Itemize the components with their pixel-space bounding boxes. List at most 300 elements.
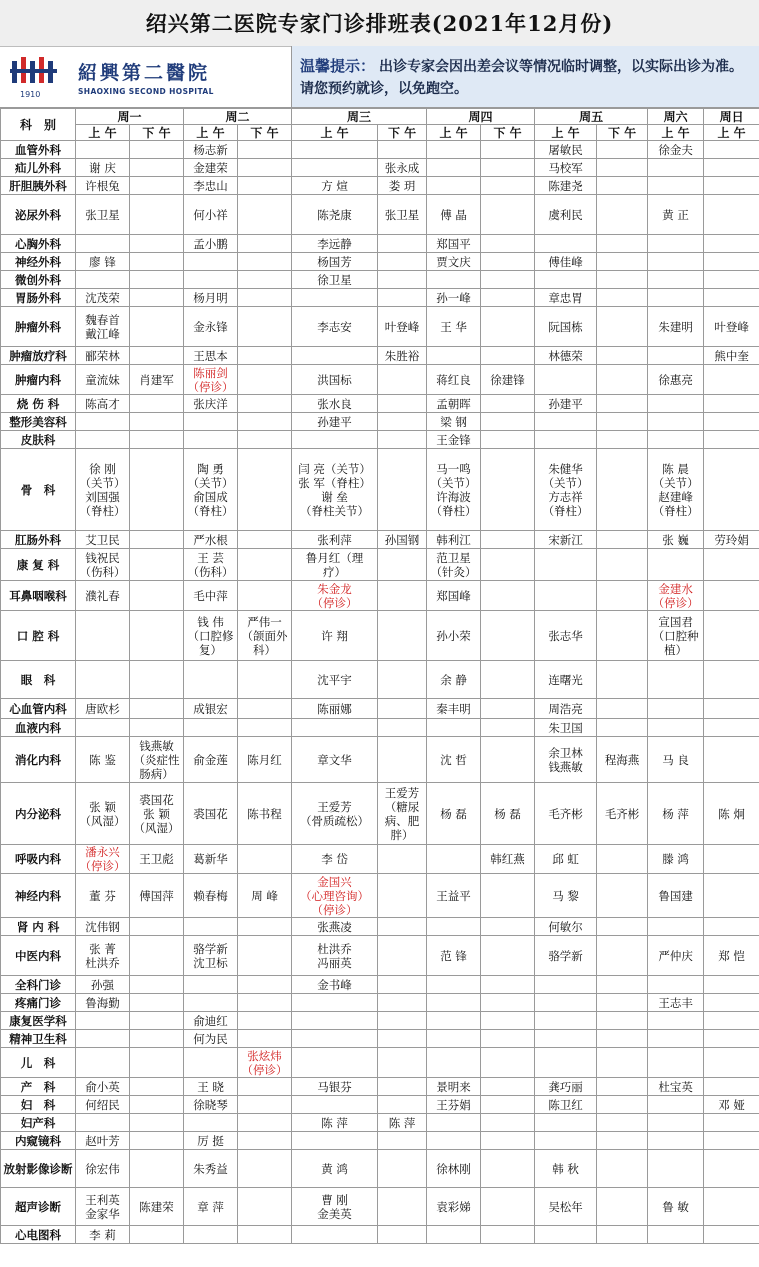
- schedule-cell: [648, 413, 704, 431]
- schedule-cell: [704, 1226, 759, 1244]
- table-row: [1, 1150, 759, 1188]
- schedule-cell: [130, 365, 184, 395]
- doctor-name: 陈 鉴: [89, 752, 116, 767]
- day-header-thu: 周四: [427, 109, 535, 125]
- doctor-name: 鲁国建: [658, 888, 693, 903]
- doctor-name: （炎症性: [133, 752, 180, 767]
- table-row: [1, 549, 759, 581]
- schedule-cell: [535, 271, 597, 289]
- schedule-cell: [184, 413, 238, 431]
- schedule-cell: [238, 235, 292, 253]
- schedule-cell: [535, 1012, 597, 1030]
- schedule-cell: [427, 918, 481, 936]
- schedule-cell: [130, 1048, 184, 1078]
- schedule-cell: [535, 783, 597, 845]
- schedule-cell: [76, 918, 130, 936]
- schedule-cell: [481, 413, 535, 431]
- schedule-cell: [378, 141, 427, 159]
- doctor-name: 朱金龙: [317, 581, 352, 596]
- doctor-name: 郑国峰: [436, 588, 471, 603]
- schedule-cell: [130, 1188, 184, 1226]
- schedule-cell: [378, 976, 427, 994]
- doctor-name: 濮礼春: [85, 588, 120, 603]
- doctor-name: 杜洪乔: [85, 955, 120, 970]
- schedule-cell: [704, 1096, 759, 1114]
- doctor-name: 袁彩娣: [436, 1199, 471, 1214]
- schedule-cell: [378, 699, 427, 719]
- day-header-sat: 周六: [648, 109, 704, 125]
- schedule-cell: [704, 699, 759, 719]
- schedule-cell: [378, 177, 427, 195]
- doctor-name: 朱秀益: [193, 1161, 228, 1176]
- doctor-name: （颌面外: [241, 628, 288, 643]
- schedule-cell: [238, 874, 292, 918]
- schedule-cell: [184, 431, 238, 449]
- session-am: 上 午: [535, 125, 597, 141]
- dept-name: 消化内科: [1, 737, 76, 783]
- schedule-cell: [648, 1030, 704, 1048]
- schedule-cell: [378, 845, 427, 874]
- schedule-cell: [648, 307, 704, 347]
- doctor-name: 孙一峰: [436, 290, 471, 305]
- schedule-cell: [292, 347, 378, 365]
- schedule-cell: [238, 271, 292, 289]
- schedule-cell: [184, 874, 238, 918]
- doctor-name: 李远静: [317, 236, 352, 251]
- schedule-cell: [427, 661, 481, 699]
- schedule-cell: [648, 195, 704, 235]
- schedule-cell: [648, 719, 704, 737]
- doctor-name: 钱 伟: [197, 614, 224, 629]
- doctor-name: 金书峰: [317, 977, 352, 992]
- dept-name: 疝儿外科: [1, 159, 76, 177]
- dept-name: 肾 内 科: [1, 918, 76, 936]
- schedule-cell: [597, 1188, 648, 1226]
- schedule-cell: [704, 845, 759, 874]
- schedule-cell: [535, 413, 597, 431]
- session-pm: 下 午: [378, 125, 427, 141]
- schedule-cell: [597, 699, 648, 719]
- doctor-name: 徐卫星: [317, 272, 352, 287]
- schedule-cell: [130, 271, 184, 289]
- schedule-cell: [238, 413, 292, 431]
- table-row: [1, 289, 759, 307]
- doctor-name: 陶 勇: [197, 461, 224, 476]
- schedule-cell: [704, 253, 759, 271]
- schedule-cell: [481, 195, 535, 235]
- doctor-name: 王思本: [193, 348, 228, 363]
- schedule-cell: [184, 549, 238, 581]
- schedule-cell: [535, 699, 597, 719]
- doctor-name: （针灸）: [430, 564, 477, 579]
- dept-name: 微创外科: [1, 271, 76, 289]
- doctor-name: 沈 哲: [440, 752, 467, 767]
- schedule-cell: [292, 976, 378, 994]
- schedule-cell: [238, 976, 292, 994]
- doctor-name: 傅 晶: [440, 207, 467, 222]
- schedule-cell: [130, 195, 184, 235]
- notice-label: 温馨提示：: [300, 57, 376, 75]
- schedule-cell: [427, 1048, 481, 1078]
- table-row: [1, 271, 759, 289]
- doctor-name: 朱胜裕: [384, 348, 420, 363]
- doctor-name: 陈书程: [247, 806, 282, 821]
- schedule-cell: [704, 737, 759, 783]
- schedule-cell: [238, 918, 292, 936]
- schedule-cell: [292, 661, 378, 699]
- doctor-name: （心理咨询）: [300, 888, 370, 903]
- schedule-cell: [535, 289, 597, 307]
- doctor-name: （脊柱关节）: [300, 503, 370, 518]
- schedule-cell: [184, 845, 238, 874]
- day-header-row: [1, 109, 759, 125]
- schedule-cell: [481, 365, 535, 395]
- doctor-name: 裘国花: [193, 806, 228, 821]
- schedule-cell: [76, 347, 130, 365]
- schedule-cell: [238, 549, 292, 581]
- schedule-cell: [427, 413, 481, 431]
- doctor-name: （糖尿: [384, 799, 420, 814]
- doctor-name: 娄 玥: [388, 178, 416, 193]
- schedule-cell: [481, 783, 535, 845]
- dept-name: 妇产科: [1, 1114, 76, 1132]
- schedule-cell: [184, 661, 238, 699]
- day-header-mon: 周一: [76, 109, 184, 125]
- doctor-name: （关节）: [652, 475, 699, 490]
- schedule-cell: [238, 581, 292, 611]
- doctor-name: 朱建明: [658, 319, 693, 334]
- schedule-cell: [184, 289, 238, 307]
- schedule-cell: [184, 1096, 238, 1114]
- schedule-cell: [648, 1078, 704, 1096]
- dept-name: 血液内科: [1, 719, 76, 737]
- schedule-cell: [238, 1030, 292, 1048]
- schedule-cell: [238, 449, 292, 531]
- session-am: 上 午: [184, 125, 238, 141]
- schedule-cell: [427, 1078, 481, 1096]
- schedule-cell: [184, 994, 238, 1012]
- schedule-cell: [76, 976, 130, 994]
- schedule-cell: [648, 1096, 704, 1114]
- doctor-name: 毛中萍: [193, 588, 228, 603]
- schedule-cell: [130, 141, 184, 159]
- schedule-cell: [238, 699, 292, 719]
- doctor-name: 鲁 敏: [662, 1199, 689, 1214]
- schedule-cell: [427, 177, 481, 195]
- schedule-cell: [292, 365, 378, 395]
- schedule-cell: [238, 141, 292, 159]
- schedule-cell: [76, 549, 130, 581]
- schedule-cell: [76, 159, 130, 177]
- schedule-cell: [184, 531, 238, 549]
- schedule-cell: [378, 581, 427, 611]
- schedule-cell: [427, 1030, 481, 1048]
- dept-name: 呼吸内科: [1, 845, 76, 874]
- dept-name: 儿 科: [1, 1048, 76, 1078]
- schedule-cell: [704, 783, 759, 845]
- schedule-cell: [481, 1012, 535, 1030]
- schedule-cell: [704, 936, 759, 976]
- schedule-cell: [535, 253, 597, 271]
- doctor-name: 沈平宇: [317, 672, 352, 687]
- doctor-name: （关节）: [430, 475, 477, 490]
- doctor-name: 张燕凌: [317, 919, 352, 934]
- doctor-name: 骆学新: [548, 948, 583, 963]
- schedule-cell: [292, 845, 378, 874]
- schedule-cell: [184, 1078, 238, 1096]
- schedule-cell: [481, 699, 535, 719]
- schedule-cell: [184, 449, 238, 531]
- schedule-cell: [130, 581, 184, 611]
- schedule-cell: [378, 1226, 427, 1244]
- schedule-cell: [76, 845, 130, 874]
- schedule-cell: [292, 289, 378, 307]
- schedule-cell: [292, 531, 378, 549]
- schedule-cell: [427, 1188, 481, 1226]
- schedule-cell: [648, 845, 704, 874]
- doctor-name: 杨 磊: [440, 806, 467, 821]
- schedule-cell: [427, 581, 481, 611]
- table-row: [1, 307, 759, 347]
- schedule-cell: [648, 395, 704, 413]
- schedule-cell: [184, 271, 238, 289]
- doctor-name: 赵建峰: [658, 489, 693, 504]
- schedule-cell: [597, 1078, 648, 1096]
- schedule-cell: [704, 661, 759, 699]
- schedule-cell: [427, 289, 481, 307]
- schedule-cell: [648, 783, 704, 845]
- schedule-cell: [427, 395, 481, 413]
- schedule-cell: [648, 994, 704, 1012]
- table-row: [1, 235, 759, 253]
- schedule-cell: [238, 845, 292, 874]
- schedule-cell: [535, 611, 597, 661]
- doctor-name: 张水良: [317, 396, 352, 411]
- schedule-cell: [648, 289, 704, 307]
- doctor-name: （停诊）: [187, 379, 234, 394]
- schedule-cell: [378, 395, 427, 413]
- doctor-name: 黄 正: [662, 207, 689, 222]
- schedule-cell: [130, 413, 184, 431]
- schedule-cell: [481, 395, 535, 413]
- schedule-cell: [76, 395, 130, 413]
- schedule-cell: [481, 1048, 535, 1078]
- schedule-cell: [76, 994, 130, 1012]
- dept-name: 肿瘤外科: [1, 307, 76, 347]
- schedule-cell: [238, 1188, 292, 1226]
- schedule-cell: [130, 1226, 184, 1244]
- schedule-cell: [130, 1096, 184, 1114]
- doctor-name: 宋新江: [548, 532, 583, 547]
- schedule-cell: [648, 159, 704, 177]
- schedule-cell: [292, 1012, 378, 1030]
- dept-name: 心胸外科: [1, 235, 76, 253]
- doctor-name: （关节）: [187, 475, 234, 490]
- doctor-name: 金家华: [85, 1206, 120, 1221]
- doctor-name: 傅佳峰: [548, 254, 583, 269]
- schedule-cell: [292, 431, 378, 449]
- schedule-cell: [704, 289, 759, 307]
- schedule-cell: [184, 347, 238, 365]
- schedule-cell: [597, 1132, 648, 1150]
- schedule-cell: [427, 1150, 481, 1188]
- schedule-cell: [648, 874, 704, 918]
- doctor-name: 李志安: [317, 319, 352, 334]
- schedule-cell: [130, 1114, 184, 1132]
- doctor-name: 赵叶芳: [85, 1133, 120, 1148]
- doctor-name: 金建荣: [193, 160, 228, 175]
- schedule-cell: [378, 307, 427, 347]
- doctor-name: 郦荣林: [85, 348, 120, 363]
- doctor-name: 王 华: [440, 319, 467, 334]
- dept-name: 疼痛门诊: [1, 994, 76, 1012]
- doctor-name: 余卫林: [548, 745, 583, 760]
- schedule-cell: [378, 159, 427, 177]
- schedule-cell: [481, 159, 535, 177]
- schedule-cell: [184, 611, 238, 661]
- doctor-name: 何绍民: [85, 1097, 120, 1112]
- schedule-cell: [648, 1226, 704, 1244]
- doctor-name: 李 莉: [89, 1227, 116, 1242]
- schedule-cell: [292, 994, 378, 1012]
- doctor-name: 范卫星: [436, 550, 471, 565]
- doctor-name: 周浩亮: [548, 701, 583, 716]
- schedule-cell: [76, 661, 130, 699]
- schedule-cell: [648, 1048, 704, 1078]
- notice-box: [292, 46, 759, 107]
- schedule-cell: [704, 271, 759, 289]
- doctor-name: 科）: [253, 642, 277, 657]
- schedule-cell: [292, 1048, 378, 1078]
- schedule-cell: [292, 611, 378, 661]
- schedule-cell: [481, 611, 535, 661]
- schedule-cell: [648, 347, 704, 365]
- schedule-cell: [481, 719, 535, 737]
- schedule-cell: [238, 1012, 292, 1030]
- schedule-cell: [184, 1132, 238, 1150]
- doctor-name: 成银宏: [193, 701, 228, 716]
- doctor-name: 张永成: [384, 160, 420, 175]
- schedule-cell: [597, 1012, 648, 1030]
- table-row: [1, 874, 759, 918]
- schedule-cell: [76, 289, 130, 307]
- schedule-cell: [184, 719, 238, 737]
- schedule-cell: [378, 347, 427, 365]
- schedule-cell: [292, 177, 378, 195]
- schedule-cell: [378, 195, 427, 235]
- schedule-cell: [427, 1012, 481, 1030]
- doctor-name: 张利萍: [317, 532, 352, 547]
- doctor-name: 屠敏民: [548, 142, 583, 157]
- schedule-cell: [130, 918, 184, 936]
- doctor-name: 冯丽英: [317, 955, 352, 970]
- doctor-name: 郑国平: [436, 236, 471, 251]
- schedule-cell: [292, 1114, 378, 1132]
- schedule-cell: [427, 271, 481, 289]
- table-row: [1, 413, 759, 431]
- doctor-name: 赖春梅: [193, 888, 228, 903]
- schedule-cell: [76, 1150, 130, 1188]
- schedule-cell: [648, 1132, 704, 1150]
- doctor-name: 梁 钢: [440, 414, 467, 429]
- schedule-cell: [481, 549, 535, 581]
- doctor-name: （关节）: [542, 475, 589, 490]
- doctor-name: （脊柱）: [430, 503, 477, 518]
- doctor-name: 孟朝晖: [436, 396, 471, 411]
- schedule-cell: [238, 1226, 292, 1244]
- doctor-name: （伤科）: [187, 564, 234, 579]
- schedule-cell: [238, 307, 292, 347]
- doctor-name: 杜洪乔: [317, 941, 352, 956]
- schedule-cell: [481, 874, 535, 918]
- dept-name: 内窥镜科: [1, 1132, 76, 1150]
- schedule-cell: [481, 1188, 535, 1226]
- schedule-cell: [292, 1188, 378, 1226]
- schedule-cell: [648, 1114, 704, 1132]
- doctor-name: 王金锋: [436, 432, 471, 447]
- schedule-cell: [704, 395, 759, 413]
- hospital-emblem-icon: [8, 53, 66, 101]
- schedule-cell: [481, 141, 535, 159]
- doctor-name: 余 静: [440, 672, 467, 687]
- doctor-name: 金永锋: [193, 319, 228, 334]
- doctor-name: 胖）: [390, 827, 414, 842]
- schedule-cell: [427, 449, 481, 531]
- schedule-cell: [238, 177, 292, 195]
- table-row: [1, 994, 759, 1012]
- schedule-cell: [648, 141, 704, 159]
- schedule-cell: [597, 918, 648, 936]
- schedule-cell: [648, 365, 704, 395]
- schedule-cell: [238, 1114, 292, 1132]
- schedule-cell: [704, 531, 759, 549]
- doctor-name: 张 军（脊柱）: [298, 475, 371, 490]
- doctor-name: 钱燕敏: [139, 738, 174, 753]
- schedule-cell: [238, 783, 292, 845]
- schedule-cell: [378, 874, 427, 918]
- header-row: [0, 46, 759, 108]
- doctor-name: 疗）: [323, 564, 347, 579]
- day-header-tue: 周二: [184, 109, 292, 125]
- table-row: [1, 177, 759, 195]
- schedule-cell: [481, 661, 535, 699]
- table-row: [1, 531, 759, 549]
- schedule-cell: [535, 976, 597, 994]
- schedule-cell: [130, 1150, 184, 1188]
- schedule-cell: [130, 449, 184, 531]
- schedule-cell: [481, 1096, 535, 1114]
- doctor-name: 景明来: [436, 1079, 471, 1094]
- schedule-cell: [184, 936, 238, 976]
- schedule-cell: [481, 1078, 535, 1096]
- schedule-cell: [648, 661, 704, 699]
- schedule-cell: [704, 1188, 759, 1226]
- schedule-cell: [378, 661, 427, 699]
- schedule-cell: [597, 395, 648, 413]
- schedule-cell: [648, 1188, 704, 1226]
- table-row: [1, 1030, 759, 1048]
- schedule-cell: [704, 611, 759, 661]
- schedule-cell: [648, 611, 704, 661]
- schedule-cell: [184, 395, 238, 413]
- schedule-cell: [648, 177, 704, 195]
- schedule-cell: [704, 1030, 759, 1048]
- schedule-cell: [292, 1132, 378, 1150]
- dept-name: 肿瘤内科: [1, 365, 76, 395]
- dept-name: 胃肠外科: [1, 289, 76, 307]
- dept-name: 内分泌科: [1, 783, 76, 845]
- schedule-cell: [130, 307, 184, 347]
